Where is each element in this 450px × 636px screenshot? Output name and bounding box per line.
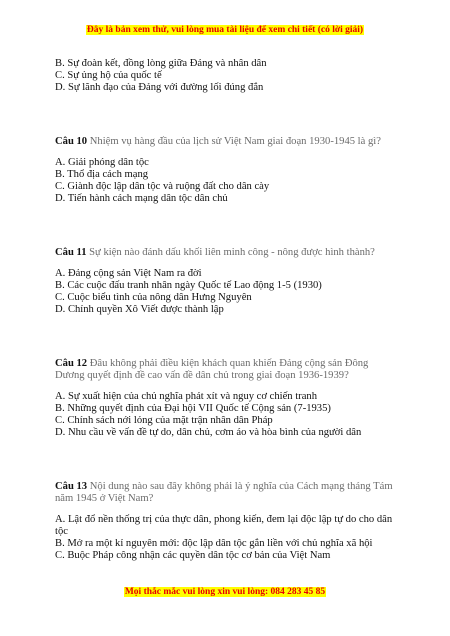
- question-text: Nhiệm vụ hàng đầu của lịch sử Việt Nam giai đoạn 1930-1945 là gì?: [89, 136, 381, 147]
- option-line: B. Sự đoàn kết, đồng lòng giữa Đảng và nhân dân: [55, 58, 267, 69]
- option-line: D. Tiến hành cách mạng dân tộc dân chủ: [55, 193, 228, 204]
- option-line: B. Những quyết định của Đại hội VII Quốc tế Cộng sản (7-1935): [55, 403, 331, 414]
- question-text-continued: Dương quyết định đề cao vấn đề dân chủ trong giai đoạn 1936-1939?: [55, 370, 349, 381]
- question-label: Câu 12: [55, 358, 88, 369]
- option-line: D. Sự lãnh đạo của Đảng với đường lối đúng đắn: [55, 82, 264, 93]
- question-text: Sự kiện nào đánh dấu khối liên minh công - nông được hình thành?: [89, 247, 375, 258]
- option-line: B. Thổ địa cách mạng: [55, 169, 149, 180]
- option-line: D. Chính quyền Xô Viết được thành lập: [55, 304, 224, 315]
- question-11: [55, 247, 375, 259]
- option-line: A. Lật đổ nền thống trị của thực dân, phong kiến, đem lại độc lập tự do cho dân: [55, 514, 393, 525]
- option-line: C. Cuộc biểu tình của nông dân Hưng Nguyên: [55, 292, 252, 303]
- question-label: Câu 13: [55, 481, 88, 492]
- question-label: Câu 11: [55, 247, 87, 258]
- question-10: [55, 136, 381, 148]
- contact-notice-text: Mọi thắc mắc vui lòng xin vui lòng: 084 283 45 85: [124, 587, 326, 597]
- option-line: D. Nhu cầu về vấn đề tự do, dân chủ, cơm áo và hòa bình của người dân: [55, 427, 362, 438]
- question-label: Câu 10: [55, 136, 88, 147]
- option-line: C. Giành độc lập dân tộc và ruộng đất cho dân cày: [55, 181, 270, 192]
- question-text: Nội dung nào sau đây không phải là ý nghĩa của Cách mạng tháng Tám: [89, 481, 393, 492]
- option-line: C. Sự ủng hộ của quốc tế: [55, 70, 162, 81]
- option-line: C. Buộc Pháp công nhận các quyền dân tộc cơ bản của Việt Nam: [55, 550, 331, 561]
- option-line-continued: tộc: [55, 526, 68, 537]
- option-line: A. Đảng cộng sản Việt Nam ra đời: [55, 268, 202, 279]
- question-12: [55, 358, 368, 370]
- preview-notice-banner: [0, 25, 450, 35]
- question-text-continued: năm 1945 ở Việt Nam?: [55, 493, 154, 504]
- option-line: B. Các cuộc đấu tranh nhân ngày Quốc tế Lao động 1-5 (1930): [55, 280, 322, 291]
- option-line: C. Chính sách nới lỏng của mặt trận nhân dân Pháp: [55, 415, 273, 426]
- question-13: [55, 481, 393, 493]
- option-line: A. Giải phóng dân tộc: [55, 157, 149, 168]
- preview-notice-text: Đây là bản xem thử, vui lòng mua tài liệu để xem chi tiết (có lời giải): [86, 25, 364, 35]
- option-line: B. Mở ra một kỉ nguyên mới: độc lập dân tộc gắn liền với chủ nghĩa xã hội: [55, 538, 373, 549]
- question-text: Đâu không phải điều kiện khách quan khiến Đảng cộng sản Đông: [89, 358, 369, 369]
- contact-notice-banner: [0, 587, 450, 597]
- option-line: A. Sự xuất hiện của chủ nghĩa phát xít và nguy cơ chiến tranh: [55, 391, 317, 402]
